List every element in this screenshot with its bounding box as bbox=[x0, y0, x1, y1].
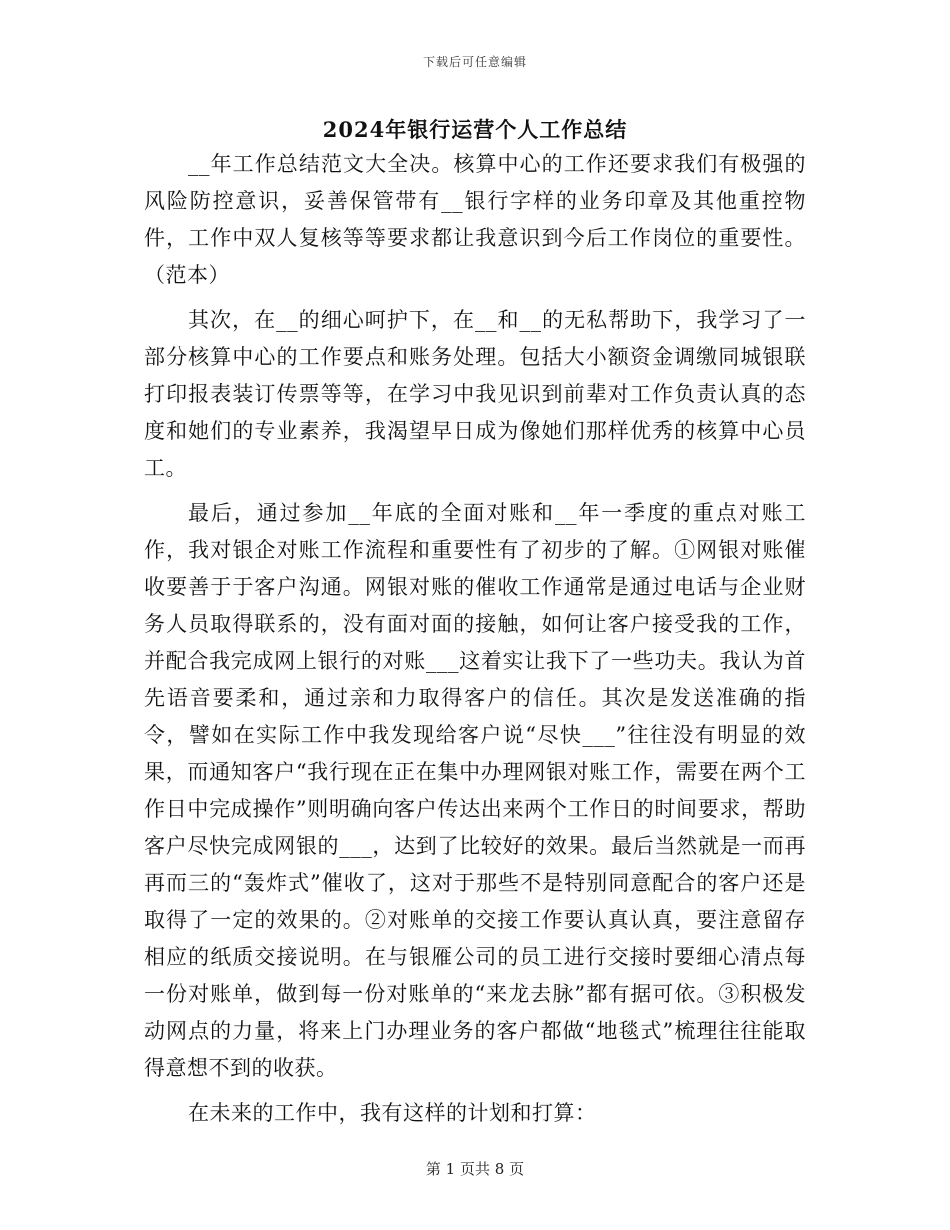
paragraph-1: __年工作总结范文大全决。核算中心的工作还要求我们有极强的风险防控意识，妥善保管带有__银行字样的业务印章及其他重控物件，工作中双人复核等等要求都让我意识到今后工作岗位的重要性。（范本） bbox=[144, 152, 806, 287]
document-title: 2024年银行运营个人工作总结 bbox=[322, 117, 628, 142]
page-header-note: 下载后可任意编辑 bbox=[422, 55, 527, 69]
paragraph-2: 其次，在__的细心呵护下，在__和__的无私帮助下，我学习了一部分核算中心的工作要点和账务处理。包括大小额资金调缴同城银联打印报表装订传票等等，在学习中我见识到前辈对工作负责认真的态度和她们的专业素养，我渴望早日成为像她们那样优秀的核算中心员工。 bbox=[144, 308, 806, 480]
paragraph-3: 最后，通过参加__年底的全面对账和__年一季度的重点对账工作，我对银企对账工作流程和重要性有了初步的了解。①网银对账催收要善于于客户沟通。网银对账的催收工作通常是通过电话与企业财务人员取得联系的，没有面对面的接触，如何让客户接受我的工作，并配合我完成网上银行的对账___这着实让我下了一些功夫。我认为首先语音要柔和，通过亲和力取得客户的信任。其次是发送准确的指令，譬如在实际工作中我发现给客户说“尽快___”往往没有明显的效果，而通知客户“我行现在正在集中办理网银对账工作，需要在两个工作日中完成操作”则明确向客户传达出来两个工作日的时间要求，帮助客户尽快完成网银的___，达到了比较好的效果。最后当然就是一而再再而三的“轰炸式”催收了，这对于那些不是特别同意配合的客户还是取得了一定的效果的。②对账单的交接工作要认真认真，要注意留存相应的纸质交接说明。在与银雁公司的员工进行交接时要细心清点每一份对账单，做到每一份对账单的“来龙去脉”都有据可依。③积极发动网点的力量，将来上门办理业务的客户都做“地毯式”梳理往往能取得意想不到的收获。 bbox=[144, 501, 806, 1080]
page-number: 第 1 页共 8 页 bbox=[425, 1160, 525, 1178]
paragraph-4: 在未来的工作中，我有这样的计划和打算： bbox=[188, 1101, 597, 1125]
document-body bbox=[144, 146, 806, 1140]
